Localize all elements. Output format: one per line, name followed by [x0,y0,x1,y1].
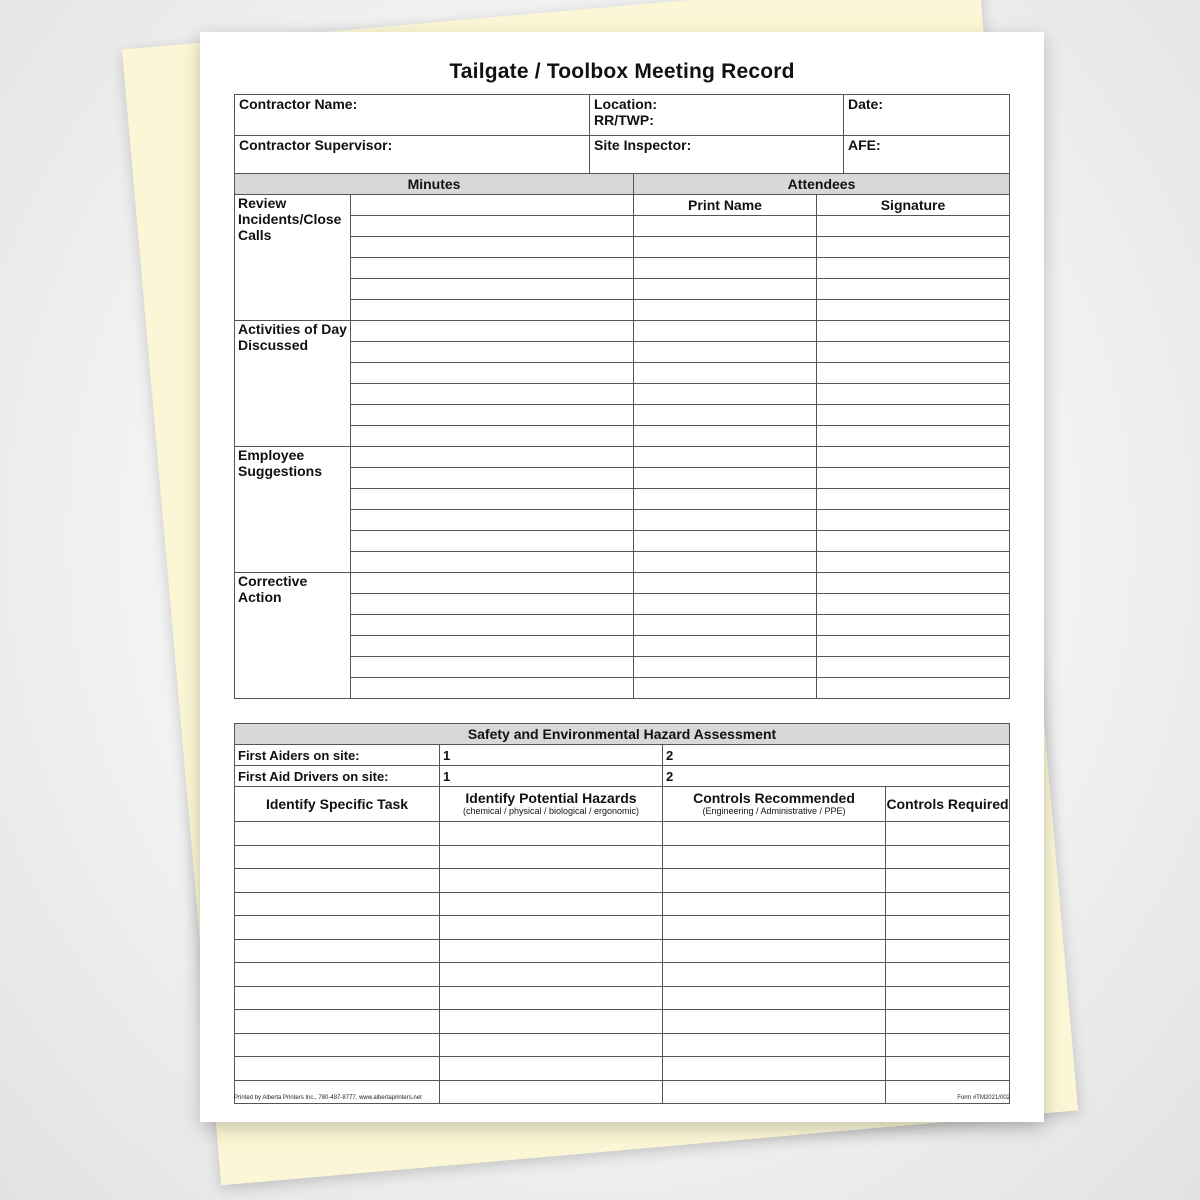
attendees-header: Attendees [634,174,1010,195]
attendee-signature-cell[interactable] [817,258,1010,279]
rr-twp-label: RR/TWP: [594,112,654,128]
task-cell[interactable] [235,963,440,987]
attendee-signature-cell[interactable] [817,216,1010,237]
contractor-name-field[interactable] [235,95,590,136]
hazard-row [235,986,1010,1010]
required-cell[interactable] [886,939,1010,963]
hazard-row [235,939,1010,963]
attendee-name-cell[interactable] [634,489,817,510]
minutes-line[interactable] [351,636,634,657]
header-info-table [234,94,1010,177]
attendee-signature-cell[interactable] [817,489,1010,510]
hazard-cell[interactable] [440,1033,663,1057]
afe-label: AFE: [848,137,881,153]
first-aider-1-field[interactable]: 1 [440,745,663,766]
minutes-line[interactable] [351,510,634,531]
task-cell[interactable] [235,939,440,963]
minutes-line[interactable] [351,468,634,489]
task-cell[interactable] [235,1033,440,1057]
attendee-signature-cell[interactable] [817,342,1010,363]
attendee-name-cell[interactable] [634,531,817,552]
task-column-header [235,787,440,822]
attendee-name-cell[interactable] [634,573,817,594]
site-inspector-label: Site Inspector: [594,137,692,153]
attendee-name-cell[interactable] [634,363,817,384]
hazard-row [235,869,1010,893]
hazard-cell[interactable] [440,1057,663,1081]
hazard-cell[interactable] [440,822,663,846]
controls-cell[interactable] [663,986,886,1010]
hazards-column-sublabel: (chemical / physical / biological / ergonomic) [462,806,640,816]
minutes-line[interactable] [351,300,634,321]
date-field[interactable] [844,95,1010,136]
attendee-name-cell[interactable] [634,657,817,678]
hazard-cell[interactable] [440,986,663,1010]
form-title: Tailgate / Toolbox Meeting Record [449,60,795,83]
attendee-name-cell[interactable] [634,636,817,657]
print-name-header: Print Name [634,195,817,216]
controls-cell[interactable] [663,1080,886,1104]
hazard-row [235,1010,1010,1034]
attendee-name-cell[interactable] [634,258,817,279]
required-cell[interactable] [886,916,1010,940]
minutes-line[interactable] [351,657,634,678]
minutes-line[interactable] [351,195,634,216]
location-field[interactable] [590,95,844,136]
attendee-name-cell[interactable] [634,300,817,321]
task-cell[interactable] [235,916,440,940]
attendee-name-cell[interactable] [634,678,817,699]
attendee-name-cell[interactable] [634,237,817,258]
required-column-header [886,787,1010,822]
hazard-row [235,822,1010,846]
hazards-column-label: Identify Potential Hazards [465,790,637,806]
hazard-row [235,845,1010,869]
section-label: Review Incidents/Close Calls [235,195,351,321]
task-cell[interactable] [235,1010,440,1034]
attendee-signature-cell[interactable] [817,384,1010,405]
attendee-signature-cell[interactable] [817,657,1010,678]
hazard-cell[interactable] [440,963,663,987]
minutes-line[interactable] [351,573,634,594]
minutes-line[interactable] [351,552,634,573]
section-label: Employee Suggestions [235,447,351,573]
first-aid-driver-2-field[interactable]: 2 [663,766,1010,787]
controls-cell[interactable] [663,1057,886,1081]
minutes-attendees-table [234,173,1010,699]
afe-field[interactable] [844,136,1010,177]
hazards-column-header [440,787,663,822]
required-cell[interactable] [886,963,1010,987]
controls-cell[interactable] [663,1033,886,1057]
task-cell[interactable] [235,1057,440,1081]
first-aider-2-field[interactable]: 2 [663,745,1010,766]
first-aid-driver-1-field[interactable]: 1 [440,766,663,787]
task-column-label: Identify Specific Task [265,796,409,812]
minutes-header: Minutes [235,174,634,195]
attendee-name-cell[interactable] [634,279,817,300]
attendee-signature-cell[interactable] [817,447,1010,468]
attendee-name-cell[interactable] [634,468,817,489]
hazard-row [235,916,1010,940]
controls-cell[interactable] [663,963,886,987]
attendee-name-cell[interactable] [634,447,817,468]
hazard-cell[interactable] [440,892,663,916]
attendee-name-cell[interactable] [634,321,817,342]
attendee-signature-cell[interactable] [817,363,1010,384]
attendee-signature-cell[interactable] [817,552,1010,573]
first-aid-drivers-label: First Aid Drivers on site: [235,766,440,787]
attendee-name-cell[interactable] [634,405,817,426]
controls-cell[interactable] [663,845,886,869]
hazard-row [235,1033,1010,1057]
signature-header: Signature [817,195,1010,216]
attendee-name-cell[interactable] [634,342,817,363]
controls-cell[interactable] [663,939,886,963]
minutes-line[interactable] [351,426,634,447]
form-sheet [200,32,1044,1122]
attendee-signature-cell[interactable] [817,615,1010,636]
required-cell[interactable] [886,1033,1010,1057]
hazard-cell[interactable] [440,1080,663,1104]
section-label: Activities of Day Discussed [235,321,351,447]
printer-credit: Printed by Alberta Printers Inc., 780-487-8777, www.albertaprinters.net [234,1095,422,1101]
task-cell[interactable] [235,986,440,1010]
required-cell[interactable] [886,869,1010,893]
contractor-supervisor-label: Contractor Supervisor: [239,137,393,153]
site-inspector-field[interactable] [590,136,844,177]
contractor-supervisor-field[interactable] [235,136,590,177]
required-cell[interactable] [886,845,1010,869]
minutes-line[interactable] [351,531,634,552]
minutes-line[interactable] [351,489,634,510]
minutes-line[interactable] [351,216,634,237]
minutes-line[interactable] [351,342,634,363]
attendee-name-cell[interactable] [634,216,817,237]
minutes-line[interactable] [351,258,634,279]
controls-cell[interactable] [663,1010,886,1034]
hazard-row [235,1057,1010,1081]
controls-cell[interactable] [663,892,886,916]
minutes-line[interactable] [351,237,634,258]
attendee-signature-cell[interactable] [817,279,1010,300]
attendee-name-cell[interactable] [634,426,817,447]
required-cell[interactable] [886,1010,1010,1034]
attendee-signature-cell[interactable] [817,573,1010,594]
minutes-line[interactable] [351,594,634,615]
contractor-name-label: Contractor Name: [239,96,358,112]
attendee-signature-cell[interactable] [817,321,1010,342]
location-label: Location: [594,96,657,112]
attendee-signature-cell[interactable] [817,237,1010,258]
required-cell[interactable] [886,986,1010,1010]
attendee-name-cell[interactable] [634,384,817,405]
minutes-line[interactable] [351,384,634,405]
attendee-signature-cell[interactable] [817,531,1010,552]
attendee-signature-cell[interactable] [817,594,1010,615]
controls-cell[interactable] [663,916,886,940]
attendee-signature-cell[interactable] [817,468,1010,489]
controls-column-sublabel: (Engineering / Administrative / PPE) [702,806,846,816]
required-cell[interactable] [886,1057,1010,1081]
hazard-row [235,963,1010,987]
hazard-cell[interactable] [440,869,663,893]
minutes-line[interactable] [351,363,634,384]
hazard-row [235,892,1010,916]
attendee-name-cell[interactable] [634,615,817,636]
attendee-signature-cell[interactable] [817,405,1010,426]
controls-column-header [663,787,886,822]
date-label: Date: [848,96,884,112]
controls-column-label: Controls Recommended [693,790,855,806]
required-cell[interactable] [886,892,1010,916]
minutes-line[interactable] [351,321,634,342]
minutes-line[interactable] [351,405,634,426]
attendee-signature-cell[interactable] [817,678,1010,699]
controls-cell[interactable] [663,869,886,893]
task-cell[interactable] [235,845,440,869]
hazard-cell[interactable] [440,1010,663,1034]
attendee-signature-cell[interactable] [817,636,1010,657]
first-aiders-label: First Aiders on site: [235,745,440,766]
attendee-name-cell[interactable] [634,594,817,615]
hazard-cell[interactable] [440,939,663,963]
minutes-line[interactable] [351,447,634,468]
task-cell[interactable] [235,892,440,916]
controls-cell[interactable] [663,822,886,846]
attendee-signature-cell[interactable] [817,510,1010,531]
attendee-name-cell[interactable] [634,552,817,573]
attendee-signature-cell[interactable] [817,300,1010,321]
task-cell[interactable] [235,822,440,846]
required-column-label: Controls Required [886,796,1009,812]
minutes-line[interactable] [351,279,634,300]
minutes-line[interactable] [351,678,634,699]
attendee-name-cell[interactable] [634,510,817,531]
section-label: Corrective Action [235,573,351,699]
hazard-cell[interactable] [440,845,663,869]
task-cell[interactable] [235,869,440,893]
required-cell[interactable] [886,822,1010,846]
hazard-assessment-table [234,723,1010,1104]
attendee-signature-cell[interactable] [817,426,1010,447]
hazard-cell[interactable] [440,916,663,940]
minutes-line[interactable] [351,615,634,636]
hazard-assessment-header: Safety and Environmental Hazard Assessment [235,724,1010,745]
form-number: Form #TM2021/002 [957,1095,1010,1101]
